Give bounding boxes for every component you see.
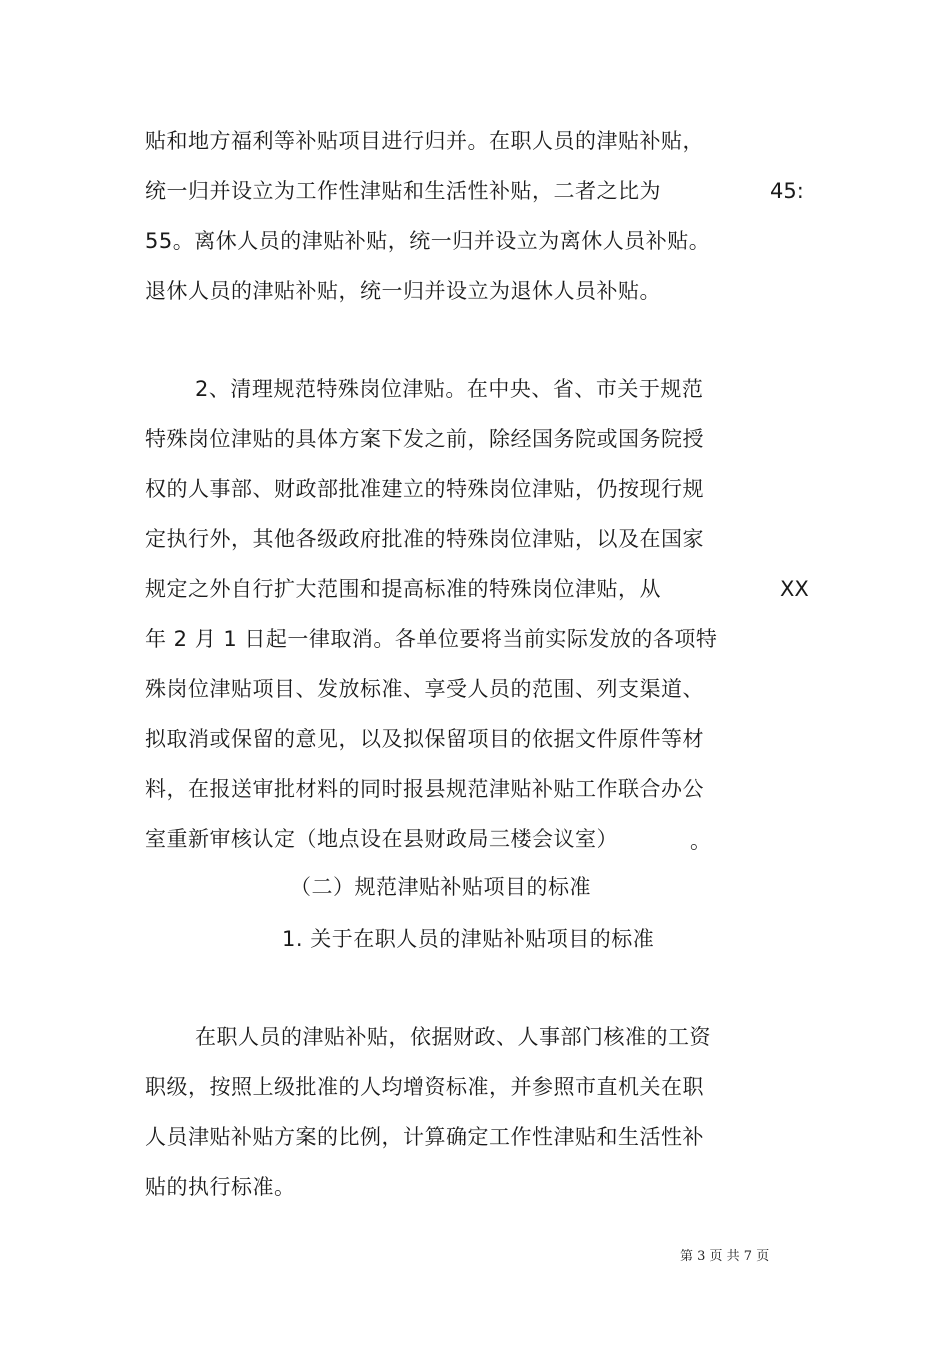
text-line: 拟取消或保留的意见，以及拟保留项目的依据文件原件等材 (145, 727, 704, 751)
text-line: 2、清理规范特殊岗位津贴。在中央、省、市关于规范 (195, 377, 704, 401)
text-line: 贴和地方福利等补贴项目进行归并。在职人员的津贴补贴， (145, 129, 704, 153)
text-line: 殊岗位津贴项目、发放标准、享受人员的范围、列支渠道、 (145, 677, 704, 701)
text-line: 贴的执行标准。 (145, 1175, 296, 1199)
ratio-number: 45: (770, 179, 804, 203)
text-line: 室重新审核认定（地点设在县财政局三楼会议室） (145, 827, 618, 851)
sentence-end-mark: 。 (690, 829, 711, 853)
text-line: 年 2 月 1 日起一律取消。各单位要将当前实际发放的各项特 (145, 627, 718, 651)
text-line: 料，在报送审批材料的同时报县规范津贴补贴工作联合办公 (145, 777, 704, 801)
year-placeholder: XX (780, 577, 809, 601)
page-number: 第 3 页 共 7 页 (680, 1249, 770, 1264)
text-line: 职级，按照上级批准的人均增资标准，并参照市直机关在职 (145, 1075, 704, 1099)
text-line: 特殊岗位津贴的具体方案下发之前，除经国务院或国务院授 (145, 427, 704, 451)
text-line: 55。离休人员的津贴补贴，统一归并设立为离休人员补贴。 (145, 229, 711, 253)
text-line: 定执行外，其他各级政府批准的特殊岗位津贴，以及在国家 (145, 527, 704, 551)
text-line: 退休人员的津贴补贴，统一归并设立为退休人员补贴。 (145, 279, 661, 303)
text-line: 规定之外自行扩大范围和提高标准的特殊岗位津贴，从 (145, 577, 661, 601)
section-heading: （二）规范津贴补贴项目的标准 (290, 875, 591, 899)
text-line: 人员津贴补贴方案的比例，计算确定工作性津贴和生活性补 (145, 1125, 704, 1149)
text-line: 在职人员的津贴补贴，依据财政、人事部门核准的工资 (195, 1025, 711, 1049)
text-line: 权的人事部、财政部批准建立的特殊岗位津贴，仍按现行规 (145, 477, 704, 501)
subsection-heading: 1. 关于在职人员的津贴补贴项目的标准 (282, 927, 655, 951)
text-line: 统一归并设立为工作性津贴和生活性补贴，二者之比为 (145, 179, 661, 203)
